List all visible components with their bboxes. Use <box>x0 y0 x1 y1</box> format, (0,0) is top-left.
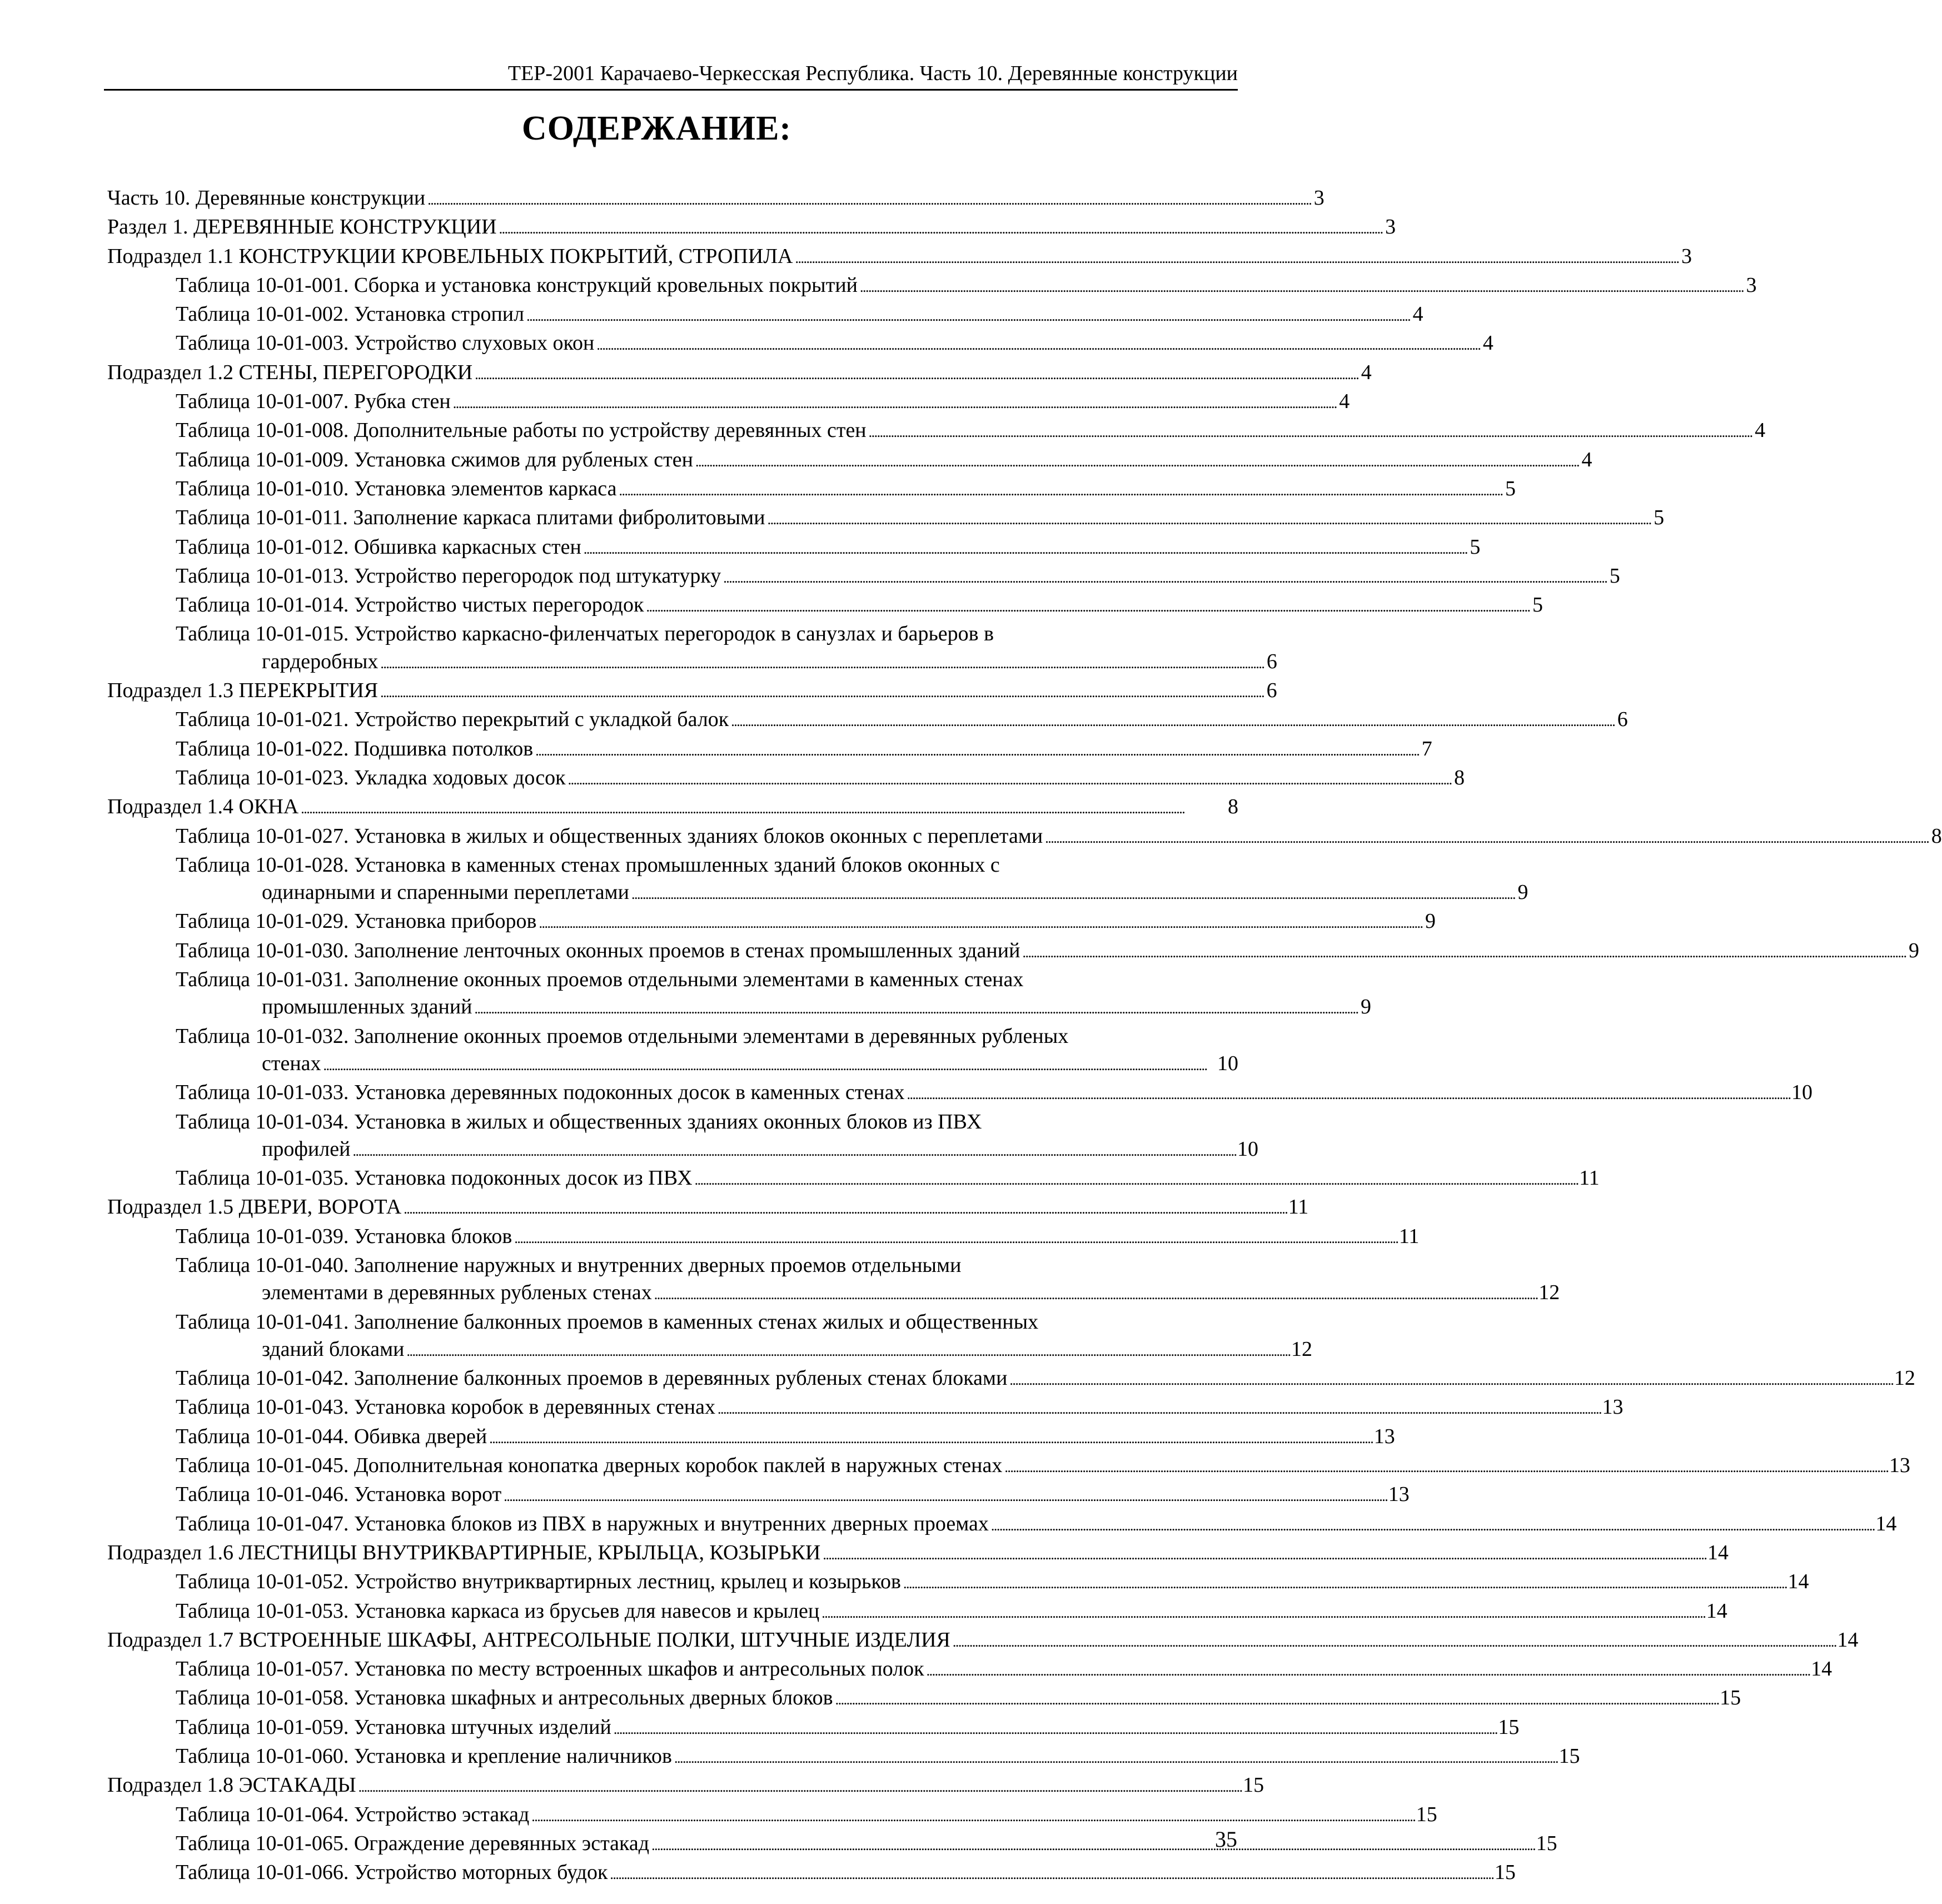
toc-entry-text: стенах <box>262 1051 321 1075</box>
dot-leader <box>407 1336 1289 1365</box>
toc-page-number: 8 <box>1931 824 1942 848</box>
toc-entry-text: Таблица 10-01-052. Устройство внутриквартирных лестниц, крылец и козырьков <box>176 1570 901 1594</box>
dot-leader <box>869 417 1751 446</box>
toc-table-entry[interactable] <box>107 1801 1437 1830</box>
toc-table-entry[interactable] <box>107 1365 1915 1394</box>
toc-page-number: 14 <box>1706 1599 1727 1623</box>
toc-entry-text: Таблица 10-01-007. Рубка стен <box>176 390 451 414</box>
toc-section-entry[interactable] <box>107 1539 1729 1568</box>
dot-leader <box>860 272 1742 301</box>
toc-page-number: 6 <box>1266 679 1277 703</box>
toc-table-entry[interactable] <box>107 1309 1313 1365</box>
toc-table-entry[interactable] <box>107 417 1766 446</box>
toc-table-entry[interactable] <box>107 1252 1560 1309</box>
dot-leader <box>631 879 1514 908</box>
toc-entry-text: Таблица 10-01-003. Устройство слуховых окон <box>176 331 595 355</box>
dot-leader <box>539 908 1421 937</box>
toc-entry-text: Подраздел 1.8 ЭСТАКАДЫ <box>107 1773 356 1797</box>
toc-page-number: 12 <box>1291 1337 1313 1361</box>
toc-entry-text: Таблица 10-01-065. Ограждение деревянных эстакад <box>176 1831 650 1855</box>
toc-entry-text: Таблица 10-01-023. Укладка ходовых досок <box>176 765 566 789</box>
toc-entry-text: промышленных зданий <box>262 995 472 1019</box>
toc-entry-text: Таблица 10-01-009. Установка сжимов для рубленых стен <box>176 448 693 471</box>
dot-leader <box>731 706 1614 735</box>
toc-table-entry[interactable] <box>107 591 1543 620</box>
dot-leader <box>404 1194 1286 1222</box>
toc-entry-text: Таблица 10-01-047. Установка блоков из ПВХ в наружных и внутренних дверных проемах <box>176 1512 989 1535</box>
toc-page-number: 9 <box>1425 909 1436 933</box>
toc-page-number: 13 <box>1889 1454 1910 1478</box>
toc-page-number: 10 <box>1791 1081 1812 1105</box>
table-of-contents <box>107 185 1942 1888</box>
toc-entry-text: Подраздел 1.6 ЛЕСТНИЦЫ ВНУТРИКВАРТИРНЫЕ, КРЫЛЬЦА, КОЗЫРЬКИ <box>107 1540 821 1564</box>
toc-section-entry[interactable] <box>107 677 1277 706</box>
toc-entry-text: Подраздел 1.7 ВСТРОЕННЫЕ ШКАФЫ, АНТРЕСОЛЬНЫЕ ПОЛКИ, ШТУЧНЫЕ ИЗДЕЛИЯ <box>107 1628 950 1652</box>
toc-section-entry[interactable] <box>107 185 1324 213</box>
toc-table-entry[interactable] <box>107 1743 1580 1772</box>
dot-leader <box>1045 823 1928 852</box>
toc-entry-text: Таблица 10-01-053. Установка каркаса из брусьев для навесов и крылец <box>176 1599 820 1623</box>
toc-page-number: 14 <box>1837 1628 1859 1652</box>
toc-page-number: 14 <box>1811 1657 1833 1681</box>
toc-section-entry[interactable] <box>107 213 1396 242</box>
toc-page-number: 15 <box>1536 1831 1557 1855</box>
toc-table-entry[interactable] <box>107 1079 1812 1108</box>
toc-page-number: 3 <box>1385 215 1396 239</box>
toc-page-number: 3 <box>1313 186 1324 210</box>
toc-page-number: 15 <box>1558 1744 1580 1768</box>
dot-leader <box>651 1830 1534 1859</box>
toc-entry-text: Раздел 1. ДЕРЕВЯННЫЕ КОНСТРУКЦИИ <box>107 215 497 239</box>
page-title: СОДЕРЖАНИЕ: <box>521 110 792 147</box>
toc-page-number: 9 <box>1908 938 1919 962</box>
dot-leader <box>427 185 1310 213</box>
toc-page-number: 15 <box>1720 1686 1741 1710</box>
dot-leader <box>953 1627 1835 1656</box>
toc-page-number: 15 <box>1243 1773 1264 1797</box>
toc-table-entry[interactable] <box>107 446 1592 475</box>
toc-table-entry[interactable] <box>107 1423 1395 1452</box>
toc-page-number: 12 <box>1538 1281 1560 1305</box>
toc-table-entry[interactable] <box>107 388 1350 417</box>
toc-page-number: 4 <box>1339 390 1350 414</box>
toc-table-entry[interactable] <box>107 475 1516 504</box>
toc-table-entry[interactable] <box>107 330 1493 359</box>
toc-page-number: 10 <box>1237 1137 1258 1161</box>
dot-leader <box>380 648 1263 677</box>
toc-page-number: 15 <box>1498 1715 1520 1739</box>
dot-leader <box>352 1136 1235 1165</box>
toc-page-number: 15 <box>1416 1802 1437 1826</box>
toc-page-number: 5 <box>1654 506 1665 530</box>
toc-table-entry[interactable] <box>107 1023 1238 1080</box>
toc-table-entry[interactable] <box>107 823 1942 852</box>
toc-page-number: 5 <box>1609 564 1620 588</box>
toc-table-entry[interactable] <box>107 735 1432 764</box>
toc-entry-text: Таблица 10-01-066. Устройство моторных будок <box>176 1861 608 1885</box>
dot-leader <box>795 243 1678 272</box>
toc-table-entry[interactable] <box>107 1684 1741 1713</box>
dot-leader <box>535 735 1418 764</box>
toc-page-number: 4 <box>1581 448 1592 471</box>
toc-entry-text: Таблица 10-01-030. Заполнение ленточных оконных проемов в стенах промышленных зданий <box>176 938 1020 962</box>
dot-leader <box>380 677 1263 706</box>
toc-page-number: 7 <box>1421 737 1432 760</box>
dot-leader <box>358 1772 1241 1801</box>
dot-leader <box>695 446 1578 475</box>
page-number: 35 <box>1215 1827 1237 1852</box>
toc-table-entry[interactable] <box>107 706 1628 735</box>
toc-section-entry[interactable] <box>107 793 1238 822</box>
toc-table-entry[interactable] <box>107 852 1528 908</box>
toc-entry-text: Таблица 10-01-035. Установка подоконных досок из ПВХ <box>176 1166 693 1190</box>
toc-page-number: 13 <box>1373 1424 1395 1448</box>
toc-entry-text: зданий блоками <box>262 1337 405 1361</box>
toc-entry-text: гардеробных <box>262 649 379 673</box>
toc-entry-text: элементами в деревянных рубленых стенах <box>262 1281 652 1305</box>
toc-page-number: 4 <box>1482 331 1493 355</box>
toc-page-number: 4 <box>1361 360 1372 384</box>
toc-table-entry[interactable] <box>107 908 1436 937</box>
toc-entry-text: Таблица 10-01-029. Установка приборов <box>176 909 537 933</box>
toc-page-number: 4 <box>1412 302 1423 326</box>
dot-leader <box>723 563 1606 591</box>
toc-entry-text: Таблица 10-01-045. Дополнительная конопатка дверных коробок паклей в наружных стенах <box>176 1454 1003 1478</box>
toc-section-entry[interactable] <box>107 243 1692 272</box>
toc-page-number: 13 <box>1602 1395 1624 1419</box>
toc-table-entry[interactable] <box>107 764 1465 793</box>
toc-entry-text: Подраздел 1.2 СТЕНЫ, ПЕРЕГОРОДКИ <box>107 360 473 384</box>
dot-leader <box>823 1539 1705 1568</box>
toc-page-number: 5 <box>1505 476 1516 500</box>
toc-entry-text: Таблица 10-01-057. Установка по месту встроенных шкафов и антресольных полок <box>176 1657 924 1681</box>
toc-entry-text: профилей <box>262 1137 351 1161</box>
toc-section-entry[interactable] <box>107 359 1372 388</box>
toc-table-entry[interactable] <box>107 1108 1258 1165</box>
toc-page-number: 14 <box>1707 1540 1729 1564</box>
toc-entry-text: Таблица 10-01-039. Установка блоков <box>176 1224 512 1248</box>
dot-leader <box>991 1510 1874 1539</box>
toc-page-number: 8 <box>1454 765 1465 789</box>
dot-leader <box>504 1481 1386 1510</box>
toc-entry-text: одинарными и спаренными переплетами <box>262 881 629 904</box>
toc-table-entry[interactable] <box>107 1165 1600 1194</box>
dot-leader <box>835 1684 1718 1713</box>
toc-entry-text: Таблица 10-01-044. Обивка дверей <box>176 1424 487 1448</box>
toc-page-number: 12 <box>1894 1366 1915 1390</box>
toc-table-entry[interactable] <box>107 1568 1809 1597</box>
toc-entry-text: Подраздел 1.5 ДВЕРИ, ВОРОТА <box>107 1195 402 1219</box>
toc-table-entry[interactable] <box>107 1656 1833 1684</box>
toc-entry-text: Таблица 10-01-058. Установка шкафных и антресольных дверных блоков <box>176 1686 833 1710</box>
toc-entry-text: Таблица 10-01-033. Установка деревянных подоконных досок в каменных стенах <box>176 1081 905 1105</box>
toc-table-entry[interactable] <box>107 1510 1897 1539</box>
toc-page-number: 11 <box>1398 1224 1420 1248</box>
dot-leader <box>489 1423 1372 1452</box>
toc-table-entry[interactable] <box>107 1223 1420 1252</box>
toc-entry-text: Подраздел 1.4 ОКНА <box>107 795 299 819</box>
toc-page-number: 11 <box>1579 1166 1600 1190</box>
dot-leader <box>453 388 1336 417</box>
dot-leader <box>1022 937 1905 966</box>
toc-entry-text: Таблица 10-01-031. Заполнение оконных проемов отдельными элементами в каменных стенах <box>176 968 1024 992</box>
dot-leader <box>619 475 1501 504</box>
toc-page-number: 5 <box>1470 535 1481 559</box>
toc-entry-text: Таблица 10-01-028. Установка в каменных стенах промышленных зданий блоков оконных с <box>176 853 1000 877</box>
dot-leader <box>674 1743 1557 1772</box>
dot-leader <box>927 1656 1809 1684</box>
toc-entry-text: Таблица 10-01-042. Заполнение балконных проемов в деревянных рубленых стенах блоками <box>176 1366 1008 1390</box>
toc-entry-text: Таблица 10-01-013. Устройство перегородок под штукатурку <box>176 564 721 588</box>
toc-page-number: 6 <box>1266 649 1277 673</box>
dot-leader <box>301 793 1224 822</box>
dot-leader <box>475 993 1357 1022</box>
toc-page-number: 8 <box>1228 795 1238 819</box>
toc-table-entry[interactable] <box>107 620 1277 677</box>
toc-entry-text: Таблица 10-01-014. Устройство чистых перегородок <box>176 593 644 617</box>
toc-section-entry[interactable] <box>107 1772 1264 1801</box>
toc-table-entry[interactable] <box>107 301 1423 330</box>
dot-leader <box>323 1050 1215 1079</box>
toc-page-number: 3 <box>1746 273 1757 297</box>
toc-page-number: 13 <box>1388 1483 1410 1507</box>
toc-entry-text: Таблица 10-01-034. Установка в жилых и общественных зданиях оконных блоков из ПВХ <box>176 1110 982 1134</box>
toc-entry-text: Таблица 10-01-040. Заполнение наружных и внутренних дверных проемов отдельными <box>176 1253 962 1277</box>
dot-leader <box>1009 1365 1892 1394</box>
toc-table-entry[interactable] <box>107 937 1919 966</box>
toc-section-entry[interactable] <box>107 1627 1859 1656</box>
toc-table-entry[interactable] <box>107 504 1665 533</box>
toc-entry-text: Часть 10. Деревянные конструкции <box>107 186 426 210</box>
toc-entry-text: Таблица 10-01-015. Устройство каркасно-филенчатых перегородок в санузлах и барьеров в <box>176 622 994 646</box>
toc-page-number: 9 <box>1517 881 1528 904</box>
toc-page-number: 11 <box>1288 1195 1309 1219</box>
toc-page-number: 4 <box>1755 419 1766 443</box>
toc-table-entry[interactable] <box>107 534 1481 563</box>
toc-section-entry[interactable] <box>107 1194 1309 1222</box>
toc-table-entry[interactable] <box>107 1598 1727 1627</box>
toc-page-number: 15 <box>1494 1861 1516 1885</box>
dot-leader <box>646 591 1528 620</box>
toc-entry-text: Таблица 10-01-021. Устройство перекрытий с укладкой балок <box>176 708 729 732</box>
dot-leader <box>610 1859 1492 1888</box>
toc-page-number: 6 <box>1617 708 1628 732</box>
toc-entry-text: Подраздел 1.1 КОНСТРУКЦИИ КРОВЕЛЬНЫХ ПОКРЫТИЙ, СТРОПИЛА <box>107 244 793 268</box>
dot-leader <box>768 504 1650 533</box>
running-header: ТЕР-2001 Карачаево-Черкесская Республика. Часть 10. Деревянные конструкции <box>104 60 1238 91</box>
toc-entry-text: Таблица 10-01-008. Дополнительные работы по устройству деревянных стен <box>176 419 867 443</box>
dot-leader <box>614 1714 1496 1743</box>
toc-entry-text: Таблица 10-01-059. Установка штучных изделий <box>176 1715 611 1739</box>
toc-entry-text: Таблица 10-01-001. Сборка и установка конструкций кровельных покрытий <box>176 273 858 297</box>
toc-entry-text: Таблица 10-01-060. Установка и крепление наличников <box>176 1744 672 1768</box>
toc-page-number: 14 <box>1875 1512 1897 1535</box>
toc-table-entry[interactable] <box>107 563 1620 591</box>
toc-page-number: 10 <box>1217 1051 1238 1075</box>
toc-page-number: 9 <box>1361 995 1372 1019</box>
dot-leader <box>1004 1452 1887 1481</box>
toc-table-entry[interactable] <box>107 272 1757 301</box>
toc-entry-text: Таблица 10-01-022. Подшивка потолков <box>176 737 534 760</box>
toc-table-entry[interactable] <box>107 1714 1520 1743</box>
toc-table-entry[interactable] <box>107 1394 1624 1423</box>
dot-leader <box>821 1598 1704 1627</box>
toc-page-number: 14 <box>1787 1570 1809 1594</box>
dot-leader <box>475 359 1357 388</box>
toc-table-entry[interactable] <box>107 1830 1557 1859</box>
dot-leader <box>695 1165 1577 1194</box>
toc-entry-text: Таблица 10-01-032. Заполнение оконных проемов отдельными элементами в деревянных рубленых <box>176 1024 1069 1048</box>
toc-table-entry[interactable] <box>107 1481 1410 1510</box>
toc-entry-text: Таблица 10-01-002. Установка стропил <box>176 302 525 326</box>
toc-table-entry[interactable] <box>107 1452 1910 1481</box>
toc-entry-text: Таблица 10-01-064. Устройство эстакад <box>176 1802 530 1826</box>
dot-leader <box>584 534 1466 563</box>
dot-leader <box>568 764 1451 793</box>
toc-table-entry[interactable] <box>107 1859 1516 1888</box>
dot-leader <box>718 1394 1600 1423</box>
toc-entry-text: Таблица 10-01-011. Заполнение каркаса плитами фибролитовыми <box>176 506 765 530</box>
toc-entry-text: Подраздел 1.3 ПЕРЕКРЫТИЯ <box>107 679 379 703</box>
toc-entry-text: Таблица 10-01-027. Установка в жилых и общественных зданиях блоков оконных с переплетами <box>176 824 1043 848</box>
dot-leader <box>903 1568 1786 1597</box>
dot-leader <box>907 1079 1789 1108</box>
toc-page-number: 3 <box>1681 244 1692 268</box>
dot-leader <box>514 1223 1397 1252</box>
toc-table-entry[interactable] <box>107 966 1372 1023</box>
toc-entry-text: Таблица 10-01-046. Установка ворот <box>176 1483 502 1507</box>
toc-entry-text: Таблица 10-01-012. Обшивка каркасных стен <box>176 535 581 559</box>
dot-leader <box>499 213 1382 242</box>
toc-entry-text: Таблица 10-01-010. Установка элементов каркаса <box>176 476 617 500</box>
dot-leader <box>526 301 1409 330</box>
dot-leader <box>654 1279 1537 1308</box>
toc-entry-text: Таблица 10-01-041. Заполнение балконных проемов в каменных стенах жилых и общественных <box>176 1310 1039 1334</box>
toc-entry-text: Таблица 10-01-043. Установка коробок в деревянных стенах <box>176 1395 716 1419</box>
dot-leader <box>596 330 1479 359</box>
dot-leader <box>531 1801 1414 1830</box>
toc-page-number: 5 <box>1532 593 1543 617</box>
